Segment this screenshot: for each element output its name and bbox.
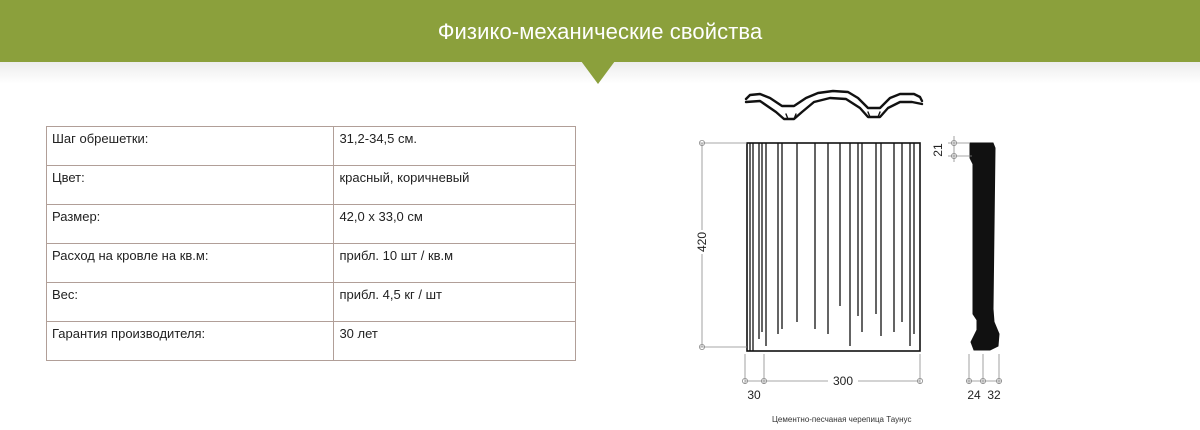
tile-profile-top (746, 91, 922, 119)
table-row (47, 244, 576, 283)
table-row (47, 127, 576, 166)
table-row (47, 205, 576, 244)
property-label: Расход на кровле на кв.м: (47, 244, 334, 283)
property-label: Вес: (47, 283, 334, 322)
dimension-lines (699, 136, 1002, 384)
table-row (47, 166, 576, 205)
tile-technical-drawing (690, 84, 1020, 430)
property-value: красный, коричневый (334, 166, 576, 205)
drawing-caption: Цементно-песчаная черепица Таунус (772, 415, 912, 424)
property-value: прибл. 4,5 кг / шт (334, 283, 576, 322)
property-value: 42,0 х 33,0 см (334, 205, 576, 244)
property-label: Размер: (47, 205, 334, 244)
property-value: 31,2-34,5 см. (334, 127, 576, 166)
property-value: прибл. 10 шт / кв.м (334, 244, 576, 283)
property-label: Гарантия производителя: (47, 322, 334, 361)
section-title: Физико-механические свойства (437, 19, 763, 44)
dim-width-label: 300 (832, 374, 854, 388)
dim-height-label: 420 (695, 231, 709, 253)
properties-table (46, 126, 576, 361)
dim-left-margin-label: 30 (747, 388, 761, 402)
tile-front-view (747, 143, 920, 351)
table-row (47, 283, 576, 322)
property-label: Шаг обрешетки: (47, 127, 334, 166)
tile-side-profile (970, 143, 999, 350)
table-row (47, 322, 576, 361)
dim-profile-a-label: 24 (967, 388, 981, 402)
property-value: 30 лет (334, 322, 576, 361)
dim-profile-b-label: 32 (987, 388, 1001, 402)
banner-pointer (581, 61, 615, 84)
property-label: Цвет: (47, 166, 334, 205)
dim-top-lip-label: 21 (931, 143, 945, 157)
